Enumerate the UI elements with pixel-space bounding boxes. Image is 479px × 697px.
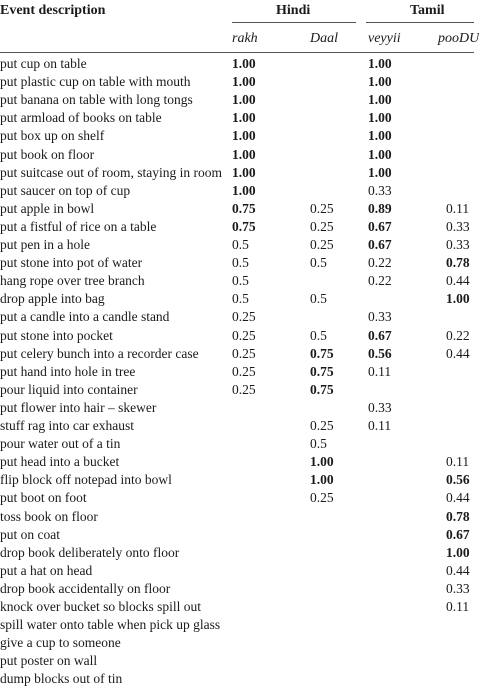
event-cell: drop apple into bag	[0, 291, 105, 307]
table-row	[0, 670, 474, 688]
rakh-cell: 0.25	[232, 381, 256, 397]
table-row	[0, 471, 474, 489]
col-header-poodu: pooDU	[438, 31, 479, 46]
col-header-rakh: rakh	[232, 31, 258, 46]
daal-cell: 0.5	[310, 327, 327, 343]
daal-cell: 0.5	[310, 291, 327, 307]
table-row	[0, 508, 474, 526]
poodu-cell: 0.78	[446, 508, 470, 524]
table-row	[0, 616, 474, 634]
poodu-cell: 0.33	[446, 580, 470, 596]
event-cell: put poster on wall	[0, 653, 98, 669]
daal-cell: 0.25	[310, 200, 334, 216]
event-cell: put celery bunch into a recorder case	[0, 345, 199, 361]
poodu-cell: 0.11	[446, 599, 470, 614]
table-row	[0, 182, 474, 200]
rakh-cell: 1.00	[232, 110, 256, 126]
poodu-cell: 0.78	[446, 255, 470, 271]
daal-cell: 0.25	[310, 237, 334, 252]
event-cell: put a fistful of rice on a table	[0, 218, 157, 234]
table-row	[0, 109, 474, 127]
event-cell: put pen in a hole	[0, 237, 90, 252]
event-cell: stuff rag into car exhaust	[0, 418, 134, 433]
rakh-cell: 0.5	[232, 237, 249, 252]
table-row	[0, 526, 474, 544]
event-cell: put box up on shelf	[0, 128, 105, 144]
poodu-cell: 0.11	[446, 200, 470, 216]
daal-cell: 0.75	[310, 363, 334, 379]
event-cell: knock over bucket so blocks spill out	[0, 599, 201, 614]
event-cell: put a hat on head	[0, 562, 93, 578]
event-cell: put stone into pot of water	[0, 255, 143, 271]
veyyii-cell: 0.22	[368, 273, 392, 289]
event-cell: put book on floor	[0, 146, 95, 162]
event-cell: spill water onto table when pick up glass	[0, 617, 221, 633]
daal-cell: 0.5	[310, 255, 327, 271]
veyyii-cell: 1.00	[368, 74, 392, 90]
table-row	[0, 652, 474, 670]
rakh-cell: 0.25	[232, 363, 256, 379]
veyyii-cell: 0.33	[368, 309, 392, 325]
poodu-cell: 0.44	[446, 562, 470, 578]
header-rule	[0, 52, 474, 53]
veyyii-cell: 1.00	[368, 128, 392, 144]
event-cell: hang rope over tree branch	[0, 273, 145, 289]
col-header-daal: Daal	[310, 31, 338, 46]
table-row	[0, 489, 474, 507]
table-row	[0, 634, 474, 652]
poodu-cell: 0.33	[446, 218, 470, 234]
table-row	[0, 73, 474, 91]
poodu-cell: 0.44	[446, 345, 470, 361]
event-cell: put flower into hair – skewer	[0, 399, 157, 415]
poodu-cell: 0.67	[446, 526, 470, 542]
event-cell: pour liquid into container	[0, 381, 138, 397]
veyyii-cell: 0.67	[368, 237, 392, 252]
veyyii-cell: 0.11	[368, 363, 392, 379]
veyyii-cell: 1.00	[368, 92, 392, 108]
veyyii-cell: 0.11	[368, 418, 392, 433]
event-cell: put suitcase out of room, staying in room	[0, 164, 222, 180]
veyyii-cell: 1.00	[368, 164, 392, 180]
poodu-cell: 0.44	[446, 490, 470, 506]
veyyii-cell: 0.89	[368, 200, 392, 216]
rakh-cell: 1.00	[232, 56, 256, 71]
veyyii-cell: 0.33	[368, 399, 392, 415]
rakh-cell: 1.00	[232, 74, 256, 90]
col-header-veyyii: veyyii	[368, 31, 401, 46]
veyyii-cell: 1.00	[368, 56, 392, 71]
veyyii-cell: 0.56	[368, 345, 392, 361]
veyyii-cell: 0.67	[368, 218, 392, 234]
event-cell: give a cup to someone	[0, 635, 121, 651]
event-cell: put armload of books on table	[0, 110, 162, 126]
table-row	[0, 562, 474, 580]
table-row	[0, 381, 474, 399]
table-row	[0, 236, 474, 254]
event-cell: dump blocks out of tin	[0, 671, 123, 687]
poodu-cell: 1.00	[446, 544, 470, 560]
event-cell: put on coat	[0, 526, 60, 542]
table-row	[0, 399, 474, 417]
rakh-cell: 1.00	[232, 182, 256, 198]
veyyii-cell: 0.33	[368, 182, 392, 198]
rakh-cell: 1.00	[232, 128, 256, 144]
poodu-cell: 0.22	[446, 327, 470, 343]
table-row	[0, 363, 474, 381]
rakh-cell: 0.25	[232, 309, 256, 325]
poodu-cell: 0.56	[446, 472, 470, 488]
event-description-header: Event description	[0, 3, 106, 18]
table-row	[0, 435, 474, 453]
tamil-group-rule	[366, 22, 474, 23]
table-row	[0, 272, 474, 290]
rakh-cell: 0.25	[232, 327, 256, 343]
daal-cell: 0.75	[310, 381, 334, 397]
event-cell: drop book accidentally on floor	[0, 580, 171, 596]
veyyii-cell: 1.00	[368, 146, 392, 162]
daal-cell: 0.25	[310, 218, 334, 234]
event-cell: put stone into pocket	[0, 327, 113, 343]
event-cell: put a candle into a candle stand	[0, 309, 170, 325]
table-row	[0, 345, 474, 363]
rakh-cell: 1.00	[232, 92, 256, 108]
table-row	[0, 544, 474, 562]
event-cell: pour water out of a tin	[0, 436, 121, 452]
rakh-cell: 1.00	[232, 146, 256, 162]
table-row	[0, 308, 474, 326]
table-row	[0, 254, 474, 272]
table-row	[0, 580, 474, 598]
event-cell: put hand into hole in tree	[0, 363, 136, 379]
tamil-group-header: Tamil	[410, 3, 445, 18]
event-cell: put boot on foot	[0, 490, 87, 506]
table-row	[0, 55, 474, 73]
daal-cell: 0.5	[310, 436, 327, 452]
table-row	[0, 127, 474, 145]
rakh-cell: 0.5	[232, 273, 249, 289]
event-cell: put saucer on top of cup	[0, 182, 131, 198]
veyyii-cell: 0.22	[368, 255, 392, 271]
hindi-group-rule	[232, 22, 356, 23]
table-row	[0, 417, 474, 435]
rakh-cell: 0.75	[232, 218, 256, 234]
daal-cell: 0.25	[310, 418, 334, 433]
rakh-cell: 0.75	[232, 200, 256, 216]
hindi-group-header: Hindi	[276, 3, 311, 18]
daal-cell: 1.00	[310, 454, 334, 470]
event-cell: drop book deliberately onto floor	[0, 544, 180, 560]
table-row	[0, 598, 474, 616]
event-cell: toss book on floor	[0, 508, 98, 524]
daal-cell: 0.25	[310, 490, 334, 506]
poodu-cell: 0.11	[446, 454, 470, 470]
veyyii-cell: 1.00	[368, 110, 392, 126]
rakh-cell: 1.00	[232, 164, 256, 180]
event-cell: flip block off notepad into bowl	[0, 472, 172, 488]
table-row	[0, 453, 474, 471]
event-cell: put head into a bucket	[0, 454, 120, 470]
rakh-cell: 0.5	[232, 255, 249, 271]
poodu-cell: 0.44	[446, 273, 470, 289]
event-cell: put plastic cup on table with mouth	[0, 74, 191, 90]
veyyii-cell: 0.67	[368, 327, 392, 343]
table-row	[0, 290, 474, 308]
table-row	[0, 200, 474, 218]
table-row	[0, 218, 474, 236]
rakh-cell: 0.25	[232, 345, 256, 361]
daal-cell: 1.00	[310, 472, 334, 488]
table-row	[0, 327, 474, 345]
table-row	[0, 91, 474, 109]
poodu-cell: 1.00	[446, 291, 470, 307]
table-row	[0, 146, 474, 164]
daal-cell: 0.75	[310, 345, 334, 361]
poodu-cell: 0.33	[446, 237, 470, 252]
event-cell: put apple in bowl	[0, 200, 95, 216]
table-row	[0, 164, 474, 182]
event-cell: put cup on table	[0, 56, 87, 71]
rakh-cell: 0.5	[232, 291, 249, 307]
event-cell: put banana on table with long tongs	[0, 92, 193, 108]
